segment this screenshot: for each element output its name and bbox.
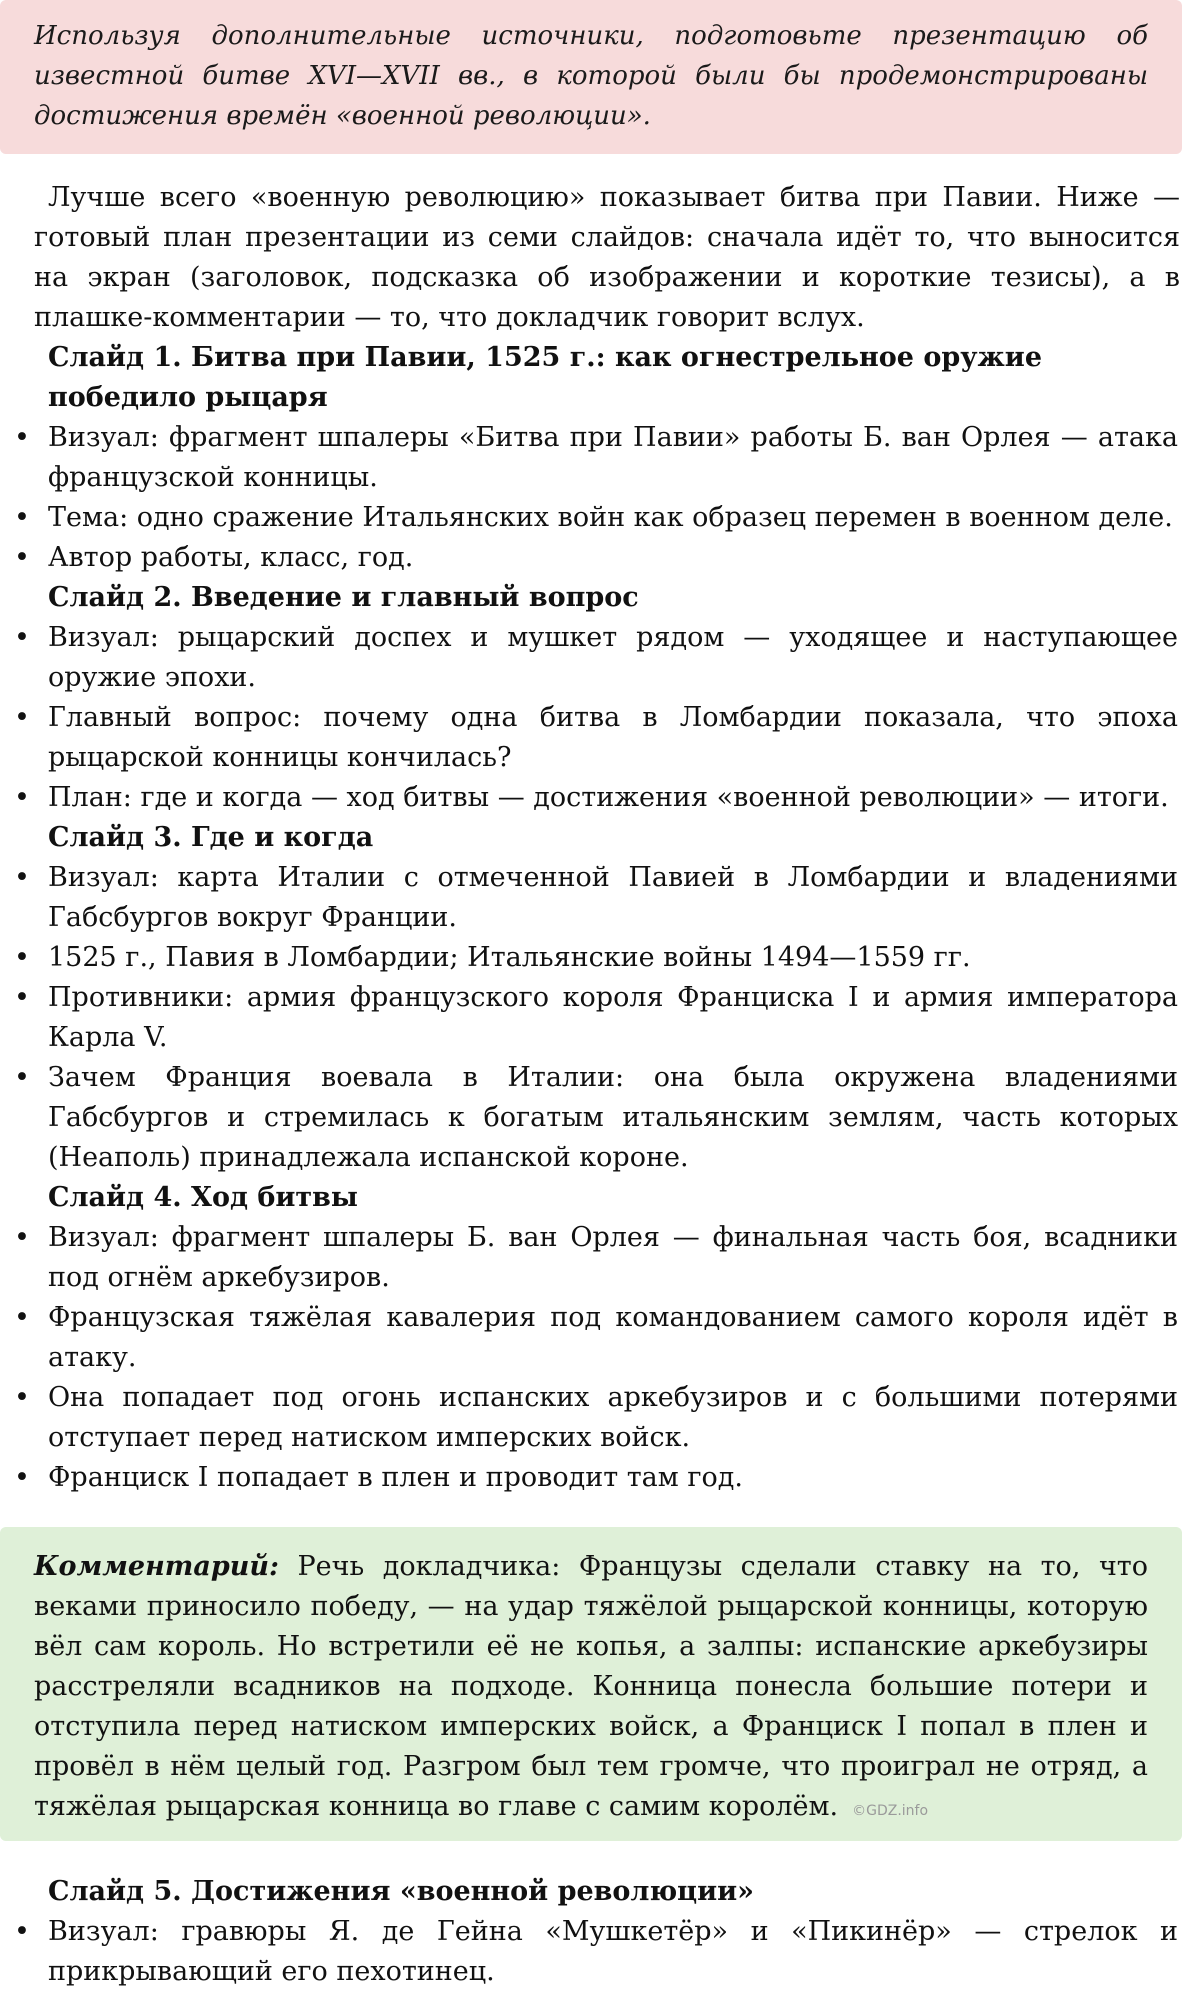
- slide-title: Слайд 5. Достижения «военной революции»: [48, 1876, 755, 1907]
- bullet-icon: •: [14, 1222, 30, 1253]
- list-item: [0, 938, 1182, 978]
- list-item-text: Визуал: фрагмент шпалеры Б. ван Орлея — финальная часть боя, всадники под огнём аркебузиров.: [48, 1222, 1178, 1293]
- list-item-text: Визуал: карта Италии с отмеченной Павией в Ломбардии и владениями Габсбургов вокруг Франции.: [48, 862, 1178, 933]
- watermark-label: ©GDZ.info: [852, 1803, 929, 1819]
- list-item-text: 1525 г., Павия в Ломбардии; Итальянские войны 1494—1559 гг.: [48, 942, 971, 973]
- bullet-icon: •: [14, 622, 30, 653]
- list-item: [0, 858, 1182, 938]
- list-item-text: Противники: армия французского короля Франциска I и армия императора Карла V.: [48, 982, 1178, 1053]
- list-item: [0, 778, 1182, 818]
- slide-3: [0, 818, 1182, 1178]
- list-item: [0, 618, 1182, 698]
- list-item: [0, 1298, 1182, 1378]
- comment-text: Речь докладчика: Французы сделали ставку на то, что веками приносило победу, — на удар тяжёлой рыцарской конницы, которую вёл сам король. Но встретили её не копья, а залпы: испанские аркебузиры расстреляли всадников на подходе. Конница понесла большие потери и отступила перед натиском имперских войск, а Франциск I попал в плен и провёл в нём целый год. Разгром был тем громче, что проиграл не отряд, а тяжёлая рыцарская конница во главе с самим королём.: [34, 1551, 1148, 1822]
- bullet-icon: •: [14, 502, 30, 533]
- slide-4: [0, 1178, 1182, 1498]
- slide-title: Слайд 1. Битва при Павии, 1525 г.: как огнестрельное оружие победило рыцаря: [48, 342, 1043, 413]
- bullet-icon: •: [14, 862, 30, 893]
- list-item-text: Автор работы, класс, год.: [48, 542, 414, 573]
- list-item: [0, 978, 1182, 1058]
- bullet-icon: •: [14, 1382, 30, 1413]
- bullet-icon: •: [14, 1916, 30, 1947]
- list-item-text: План: где и когда — ход битвы — достижения «военной революции» — итоги.: [48, 782, 1169, 813]
- list-item: [0, 1912, 1182, 1992]
- list-item: [0, 1058, 1182, 1178]
- bullet-icon: •: [14, 1462, 30, 1493]
- list-item-text: Франциск I попадает в плен и проводит там год.: [48, 1462, 743, 1493]
- slide-title: Слайд 3. Где и когда: [48, 822, 374, 853]
- comment-label: Комментарий:: [34, 1551, 279, 1582]
- bullet-icon: •: [14, 422, 30, 453]
- list-item-text: Зачем Франция воевала в Италии: она была окружена владениями Габсбургов и стремилась к богатым итальянским землям, часть которых (Неаполь) принадлежала испанской короне.: [48, 1062, 1178, 1173]
- list-item: [0, 1458, 1182, 1498]
- list-item-text: Визуал: фрагмент шпалеры «Битва при Павии» работы Б. ван Орлея — атака французской конницы.: [48, 422, 1178, 493]
- bullet-icon: •: [14, 1302, 30, 1333]
- list-item: [0, 1378, 1182, 1458]
- comment-box: [0, 1527, 1182, 1841]
- task-text: Используя дополнительные источники, подготовьте презентацию об известной битве XVI—XVII вв., в которой были бы продемонстрированы достижения времён «военной революции».: [34, 21, 1148, 131]
- list-item-text: Главный вопрос: почему одна битва в Ломбардии показала, что эпоха рыцарской конницы кончилась?: [48, 702, 1178, 773]
- bullet-icon: •: [14, 1062, 30, 1093]
- bullet-icon: •: [14, 542, 30, 573]
- slide-5: [0, 1872, 1182, 1992]
- list-item: [0, 498, 1182, 538]
- slide-1: [0, 338, 1182, 578]
- bullet-icon: •: [14, 942, 30, 973]
- list-item-text: Тема: одно сражение Итальянских войн как образец перемен в военном деле.: [48, 502, 1173, 533]
- bullet-icon: •: [14, 982, 30, 1013]
- list-item-text: Она попадает под огонь испанских аркебузиров и с большими потерями отступает перед натиском имперских войск.: [48, 1382, 1178, 1453]
- bullet-icon: •: [14, 702, 30, 733]
- list-item-text: Визуал: рыцарский доспех и мушкет рядом — уходящее и наступающее оружие эпохи.: [48, 622, 1178, 693]
- slide-2: [0, 578, 1182, 818]
- slide-title: Слайд 4. Ход битвы: [48, 1182, 358, 1213]
- list-item: [0, 418, 1182, 498]
- list-item: [0, 698, 1182, 778]
- intro-paragraph: Лучше всего «военную революцию» показывает битва при Павии. Ниже — готовый план презентации из семи слайдов: сначала идёт то, что выносится на экран (заголовок, подсказка об изображении и короткие тезисы), а в плашке-комментарии — то, что докладчик говорит вслух.: [34, 182, 1180, 333]
- list-item: [0, 538, 1182, 578]
- bullet-icon: •: [14, 782, 30, 813]
- list-item-text: Визуал: гравюры Я. де Гейна «Мушкетёр» и «Пикинёр» — стрелок и прикрывающий его пехотинец.: [48, 1916, 1178, 1987]
- list-item: [0, 1218, 1182, 1298]
- slide-title: Слайд 2. Введение и главный вопрос: [48, 582, 639, 613]
- task-box: [0, 0, 1182, 154]
- list-item-text: Французская тяжёлая кавалерия под командованием самого короля идёт в атаку.: [48, 1302, 1178, 1373]
